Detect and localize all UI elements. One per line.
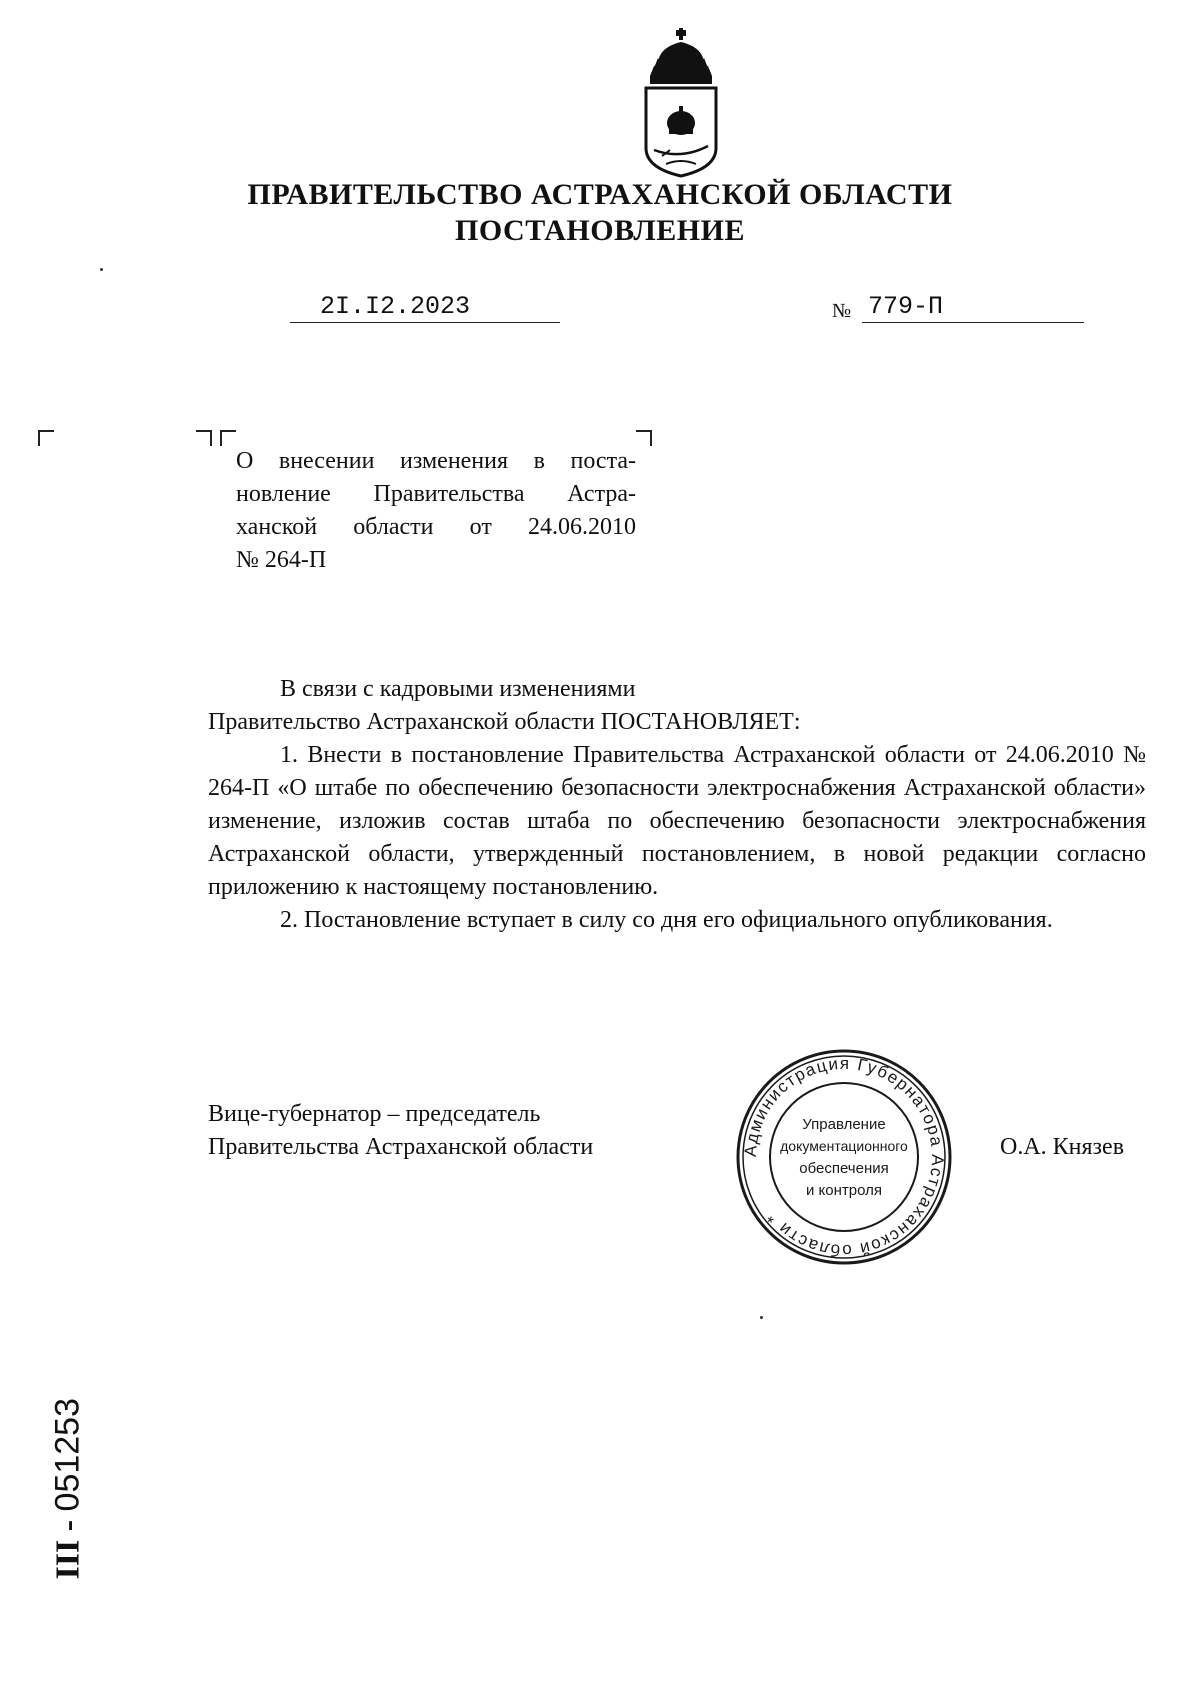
subject-block [236, 445, 636, 577]
number-label: № [832, 300, 852, 322]
serial-number-block [38, 1380, 98, 1580]
subject-line: новление Правительства Астра- [236, 481, 636, 507]
serial-prefix: ІІІ - [49, 1511, 87, 1580]
signatory-title [208, 1098, 728, 1164]
scan-speck [760, 1316, 763, 1319]
corner-bracket-mid-left [220, 430, 236, 446]
resolution-body [208, 673, 1146, 937]
serial-number: 051253 [48, 1398, 87, 1512]
preamble-line: В связи с кадровыми изменениями [280, 676, 636, 702]
stamp-center-line: и контроля [805, 1182, 883, 1199]
stamp-ring-text: Администрация Губернатора Астраханской области * [740, 1053, 948, 1261]
resolution-item-2: 2. Постановление вступает в силу со дня его официального опубликования. [280, 907, 1053, 933]
subject-line: О внесении изменения в поста- [236, 448, 636, 474]
stamp-center-line: обеспечения [799, 1160, 889, 1177]
stamp-center-line: Управление [802, 1116, 886, 1133]
coat-of-arms-emblem [636, 28, 726, 178]
signatory-name: О.А. Князев [1000, 1134, 1125, 1160]
preamble-line: Правительство Астраханской области ПОСТАНОВЛЯЕТ: [208, 709, 801, 735]
document-number: 779-П [868, 292, 944, 321]
document-date: 2I.I2.2023 [320, 292, 471, 321]
signatory-title-line: Вице-губернатор – председатель [208, 1101, 541, 1127]
subject-line: ханской области от 24.06.2010 [236, 514, 636, 540]
document-type-heading: ПОСТАНОВЛЕНИЕ [455, 214, 745, 247]
corner-bracket-left [38, 430, 54, 446]
stamp-center-line: документационного [780, 1138, 908, 1154]
signatory-title-line: Правительства Астраханской области [208, 1134, 594, 1160]
official-stamp [734, 1047, 954, 1267]
corner-bracket-right [636, 430, 652, 446]
corner-bracket-mid-right [196, 430, 212, 446]
organization-heading: ПРАВИТЕЛЬСТВО АСТРАХАНСКОЙ ОБЛАСТИ [247, 178, 953, 211]
subject-line: № 264-П [236, 547, 327, 573]
resolution-item-1: 1. Внести в постановление Правительства Астраханской области от 24.06.2010 № 264-П «О штабе по обеспечению безопасности электроснабжения Астраханской области» изменение, изложив состав штаба по обеспечению безопасности электроснабжения Астраханской области, утвержденный постановлением, в новой редакции согласно приложению к настоящему постановлению. [208, 742, 1146, 900]
scan-speck [100, 268, 103, 271]
